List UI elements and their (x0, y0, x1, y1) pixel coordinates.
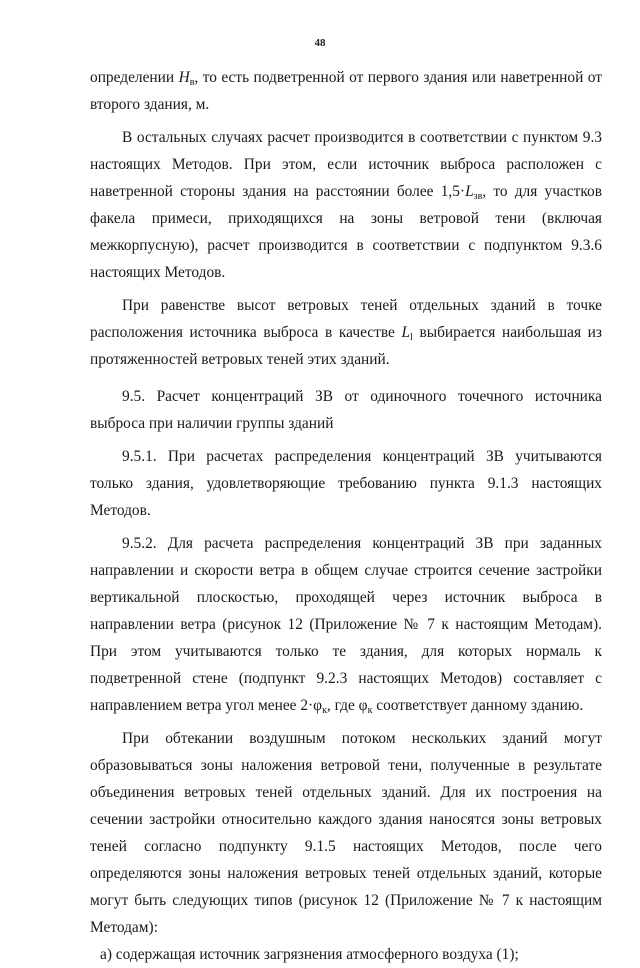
variable-l-l-subscript: l (410, 332, 413, 343)
paragraph-2 (90, 124, 602, 286)
variable-h-subscript: в (189, 77, 195, 88)
paragraph-1-text-a: определении (90, 69, 179, 86)
paragraph-9-5-2 (90, 530, 602, 719)
paragraph-9-5-2-text-b: , где φ (326, 697, 368, 714)
phi-k-subscript-1: к (322, 705, 327, 716)
paragraph-wind-shadow: При обтекании воздушным потоком нескольких зданий могут образовываться зоны наложения ветровой тени, полученные в результате объединения ветровых теней отдельных зданий. Для их построения на сечении застройки относительно каждого здания наносятся зоны ветровых теней согласно подпункту 9.1.5 настоящих Методов, после чего определяются зоны наложения ветровых теней отдельных зданий, которые могут быть следующих типов (рисунок 12 (Приложение № 7 к настоящим Методам): (90, 730, 602, 936)
paragraph-9-5-2-text-a: 9.5.2. Для расчета распределения концентраций ЗВ при заданных направлении и скорости ветра в общем случае строится сечение застройки вертикальной плоскостью, проходящей через источник выброса в направлении ветра (рисунок 12 (Приложение № 7 к настоящим Методам). При этом учитываются только те здания, для которых нормаль к подветренной стене (подпункт 9.2.3 настоящих Методов) составляет с направлением ветра угол менее 2·φ (90, 535, 602, 714)
paragraph-9-5-1: 9.5.1. При расчетах распределения концентраций ЗВ учитываются только здания, удовлетворяющие требованию пункта 9.1.3 настоящих Методов. (90, 448, 602, 519)
variable-h: H (178, 69, 190, 86)
paragraph-3-text-a: При равенстве высот ветровых теней отдельных зданий в точке расположения источника выброса в качестве (90, 297, 602, 341)
paragraph-3-text-b: выбирается наибольшая из протяженностей ветровых теней этих зданий. (90, 324, 602, 368)
paragraph-2-text-b: , то для участков факела примеси, приходящихся на зоны ветровой тени (включая межкорпусную), расчет производится в соответствии с подпунктом 9.3.6 настоящих Методов. (90, 183, 602, 281)
variable-l-l: L (401, 324, 411, 341)
paragraph-9-5-2-text-c: соответствует данному зданию. (372, 697, 584, 714)
section-heading-9-5: 9.5. Расчет концентраций ЗВ от одиночного точечного источника выброса при наличии группы зданий (90, 388, 602, 432)
variable-l-zv: L (465, 183, 474, 200)
paragraph-2-text-a: В остальных случаях расчет производится в соответствии с пунктом 9.3 настоящих Методов. При этом, если источник выброса расположен с наветренной стороны здания на расстоянии более 1,5· (90, 129, 602, 200)
page-number: 48 (314, 37, 326, 49)
paragraph-1 (90, 64, 602, 118)
phi-k-subscript-2: к (367, 705, 373, 716)
document-body (90, 64, 602, 968)
list-item-a: а) содержащая источник загрязнения атмосферного воздуха (1); (100, 946, 519, 963)
paragraph-3 (90, 292, 602, 373)
variable-l-zv-subscript: зв (473, 191, 483, 202)
paragraph-1-text-b: , то есть подветренной от первого здания или наветренной от второго здания, м. (90, 69, 602, 113)
